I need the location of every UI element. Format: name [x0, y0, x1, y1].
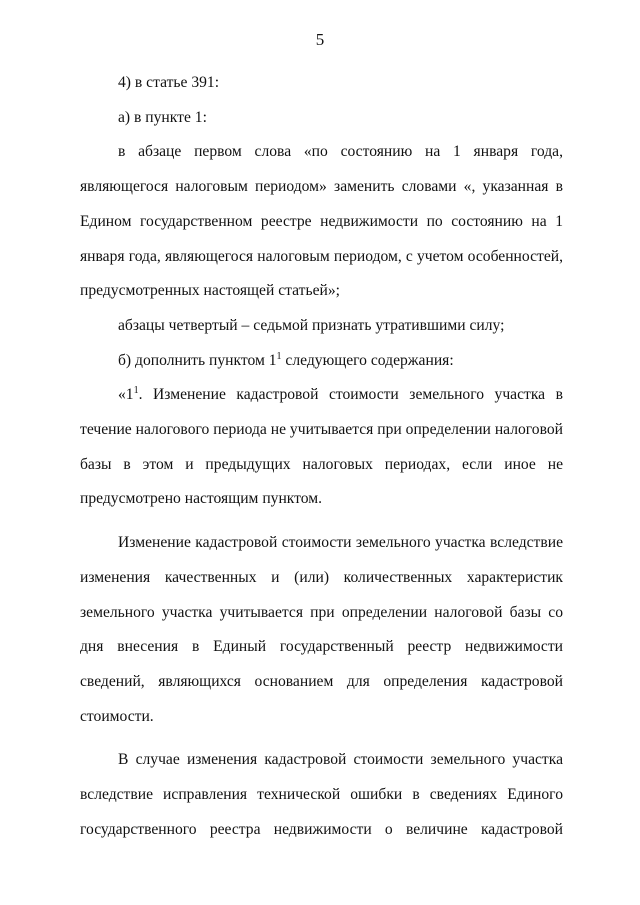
subitem-b-superscript: 1 — [276, 350, 282, 362]
point-1-1-text: . Изменение кадастровой стоимости земельного участка в течение налогового периода не учитывается при определении налоговой базы в этом и предыдущих налоговых периодах, если иное не предусмотрено настоящим пунктом. — [80, 386, 563, 508]
point-1-1-number: «1 — [118, 386, 134, 404]
document-body — [80, 66, 563, 847]
paragraph-item-4: 4) в статье 391: — [118, 74, 220, 91]
subitem-b-text: б) дополнить пунктом 1 — [118, 351, 277, 369]
paragraph-abzacy-4-7: абзацы четвертый – седьмой признать утратившими силу; — [118, 316, 505, 334]
paragraph-subitem-b — [80, 344, 563, 379]
paragraph-abzac-first: в абзаце первом слова «по состоянию на 1 января года, являющегося налоговым периодом» заменить словами «, указанная в Едином государственном реестре недвижимости по состоянию на 1 января года, являющегося налоговым периодом, с учетом особенностей, предусмотренных настоящей статьей»; — [80, 143, 563, 300]
page-number: 5 — [315, 30, 325, 49]
subitem-b-text-end: следующего содержания: — [281, 351, 454, 369]
point-1-1-superscript: 1 — [133, 385, 139, 397]
paragraph-subitem-a: а) в пункте 1: — [118, 108, 207, 126]
paragraph-point-1-1 — [80, 378, 563, 517]
paragraph-change-due-characteristics: Изменение кадастровой стоимости земельного участка вследствие изменения качественных и (или) количественных характеристик земельного участка учитывается при определении налоговой базы со дня внесения в Единый государственный реестр недвижимости сведений, являющихся основанием для определения кадастровой стоимости. — [80, 534, 563, 725]
paragraph-technical-error: В случае изменения кадастровой стоимости земельного участка вследствие исправления технической ошибки в сведениях Единого государственного реестра недвижимости о величине кадастровой — [80, 751, 563, 838]
